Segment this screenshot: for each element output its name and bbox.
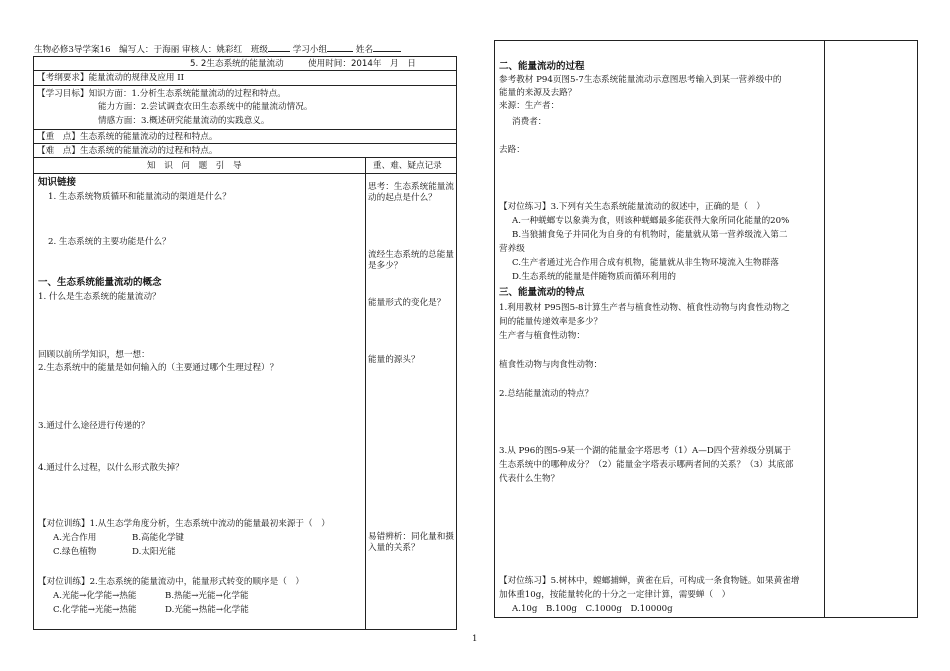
side-note-5: 易错辨析：同化量和摄入量的关系？ — [368, 532, 454, 553]
link-q2: 2. 生态系统的主要功能是什么？ — [48, 237, 171, 247]
ex3-option-c[interactable]: C.生产者通过光合作用合成有机物，能量就从非生物环境流入生物群落 — [512, 258, 779, 268]
q3: 3.通过什么途径进行传递的？ — [38, 421, 150, 431]
sec2-p2: 能量的来源及去路？ — [499, 88, 577, 98]
ex1-option-b[interactable]: B.高能化学键 — [132, 533, 185, 543]
ex5-stem-a: 【对位练习】5.树林中，螳螂捕蝉，黄雀在后，可构成一条食物链。如果黄雀增 — [499, 576, 800, 586]
ex1-option-c[interactable]: C.绿色植物 — [53, 547, 97, 557]
ex3-option-b-cont: 营养级 — [499, 244, 525, 254]
side-note-1: 思考：生态系统能量流动的起点是什么？ — [368, 182, 454, 203]
ex3-option-a[interactable]: A.一种蜣螂专以象粪为食，则该种蜣螂最多能获得大象所同化能量的20% — [512, 216, 790, 226]
ex1-option-a[interactable]: A.光合作用 — [53, 533, 97, 543]
sec2-title: 二、能量流动的过程 — [499, 61, 585, 72]
use-time: 使用时间：2014年 月 日 — [308, 59, 416, 69]
source-consumer: 消费者： — [512, 117, 547, 127]
right-panel — [494, 40, 918, 618]
col-side-header: 重、难、疑点记录 — [373, 161, 442, 171]
review: 回顾以前所学知识，想一想： — [38, 350, 150, 360]
sec2-p1: 参考教材 P94页图5-7生态系统能量流动示意图思考输入到某一营养级中的 — [499, 75, 782, 85]
ex3-stem: 【对位练习】3.下列有关生态系统能量流动的叙述中，正确的是（ ） — [499, 202, 766, 212]
page-title: 5. 2生态系统的能量流动 — [190, 59, 284, 69]
sec3-q3a: 3.从 P96的图5-9某一个湖的能量金字塔思考（1）A—D四个营养级分别属于 — [499, 446, 792, 456]
goal-knowledge: 【学习目标】知识方面：1.分析生态系统能量流动的过程和特点。 — [37, 89, 286, 99]
link-title: 知识链接 — [38, 177, 77, 188]
goal-ability: 能力方面：2.尝试调查农田生态系统中的能量流动情况。 — [98, 102, 313, 112]
sec3-q1a: 1.利用教材 P95图5-8计算生产者与植食性动物、植食性动物与肉食性动物之 — [499, 303, 790, 313]
q4: 4.通过什么过程，以什么形式散失掉？ — [38, 463, 184, 473]
key-point: 【重 点】生态系统的能量流动的过程和特点。 — [37, 132, 218, 142]
link-q1: 1. 生态系统物质循环和能量流动的渠道是什么？ — [48, 192, 231, 202]
sec3-q3c: 代表什么生物？ — [499, 474, 560, 484]
right-notes-divider — [824, 40, 825, 618]
sec1-q1: 1. 什么是生态系统的能量流动？ — [38, 292, 161, 302]
ex2-stem: 【对位训练】2.生态系统的能量流动中，能量形式转变的顺序是（ ） — [38, 577, 305, 587]
goal-emotion: 情感方面：3.概述研究能量流动的实践意义。 — [98, 116, 270, 126]
class-blank[interactable] — [268, 42, 290, 52]
ex3-option-b[interactable]: B.当狼捕食兔子并同化为自身的有机物时，能量就从第一营养级流入第二 — [512, 230, 788, 240]
group-blank[interactable] — [327, 42, 353, 52]
side-note-4: 能量的源头？ — [368, 355, 420, 365]
side-note-3: 能量形式的变化是？ — [368, 298, 446, 308]
group-label: 学习小组 — [292, 45, 328, 55]
ex2-option-a[interactable]: A.光能→化学能→热能 — [53, 591, 137, 601]
ex5-stem-b: 加体重10g，按能量转化的十分之一定律计算，需要蝉（ ） — [499, 590, 731, 600]
sec3-title: 三、能量流动的特点 — [499, 287, 585, 298]
sec3-q1b: 间的能量传递效率是多少？ — [499, 317, 603, 327]
name-blank[interactable] — [373, 42, 401, 52]
ex3-option-d[interactable]: D.生态系统的能量是伴随物质而循环利用的 — [512, 272, 677, 282]
sec3-herbivore-carnivore: 植食性动物与肉食性动物： — [499, 360, 603, 370]
sec3-q2: 2.总结能量流动的特点？ — [499, 389, 594, 399]
ex2-option-b[interactable]: B.热能→光能→化学能 — [165, 591, 249, 601]
source-producer: 来源：生产者： — [499, 101, 560, 111]
ex1-stem: 【对位训练】1.从生态学角度分析，生态系统中流动的能量最初来源于（ ） — [38, 519, 330, 529]
ex1-option-d[interactable]: D.太阳光能 — [132, 547, 176, 557]
whereto: 去路： — [499, 145, 525, 155]
sec1-title: 一、生态系统能量流动的概念 — [38, 277, 162, 288]
difficulty: 【难 点】生态系统的能量流动的过程和特点。 — [37, 146, 218, 156]
col-main-header: 知 识 问 题 引 导 — [147, 161, 242, 171]
header-line — [34, 42, 401, 56]
sec3-q3b: 生态系统中的哪种成分？（2）能量金字塔表示哪两者间的关系？（3）其底部 — [499, 460, 794, 470]
kaogang: 【考纲要求】能量流动的规律及应用 II — [37, 73, 185, 83]
ex2-option-c[interactable]: C.化学能→光能→热能 — [53, 605, 137, 615]
page-number: 1 — [472, 634, 478, 644]
header-text: 生物必修3导学案16 编写人：于海丽 审核人：姚彩红 班级 — [34, 45, 268, 55]
side-note-2: 流经生态系统的总能量是多少？ — [368, 250, 454, 271]
name-label: 姓名 — [355, 45, 374, 55]
q2: 2.生态系统中的能量是如何输入的（主要通过哪个生理过程）？ — [38, 363, 279, 373]
ex5-options[interactable]: A.10g B.100g C.1000g D.10000g — [512, 604, 673, 614]
ex2-option-d[interactable]: D.光能→热能→化学能 — [165, 605, 249, 615]
sec3-producer-herbivore: 生产者与植食性动物： — [499, 331, 585, 341]
